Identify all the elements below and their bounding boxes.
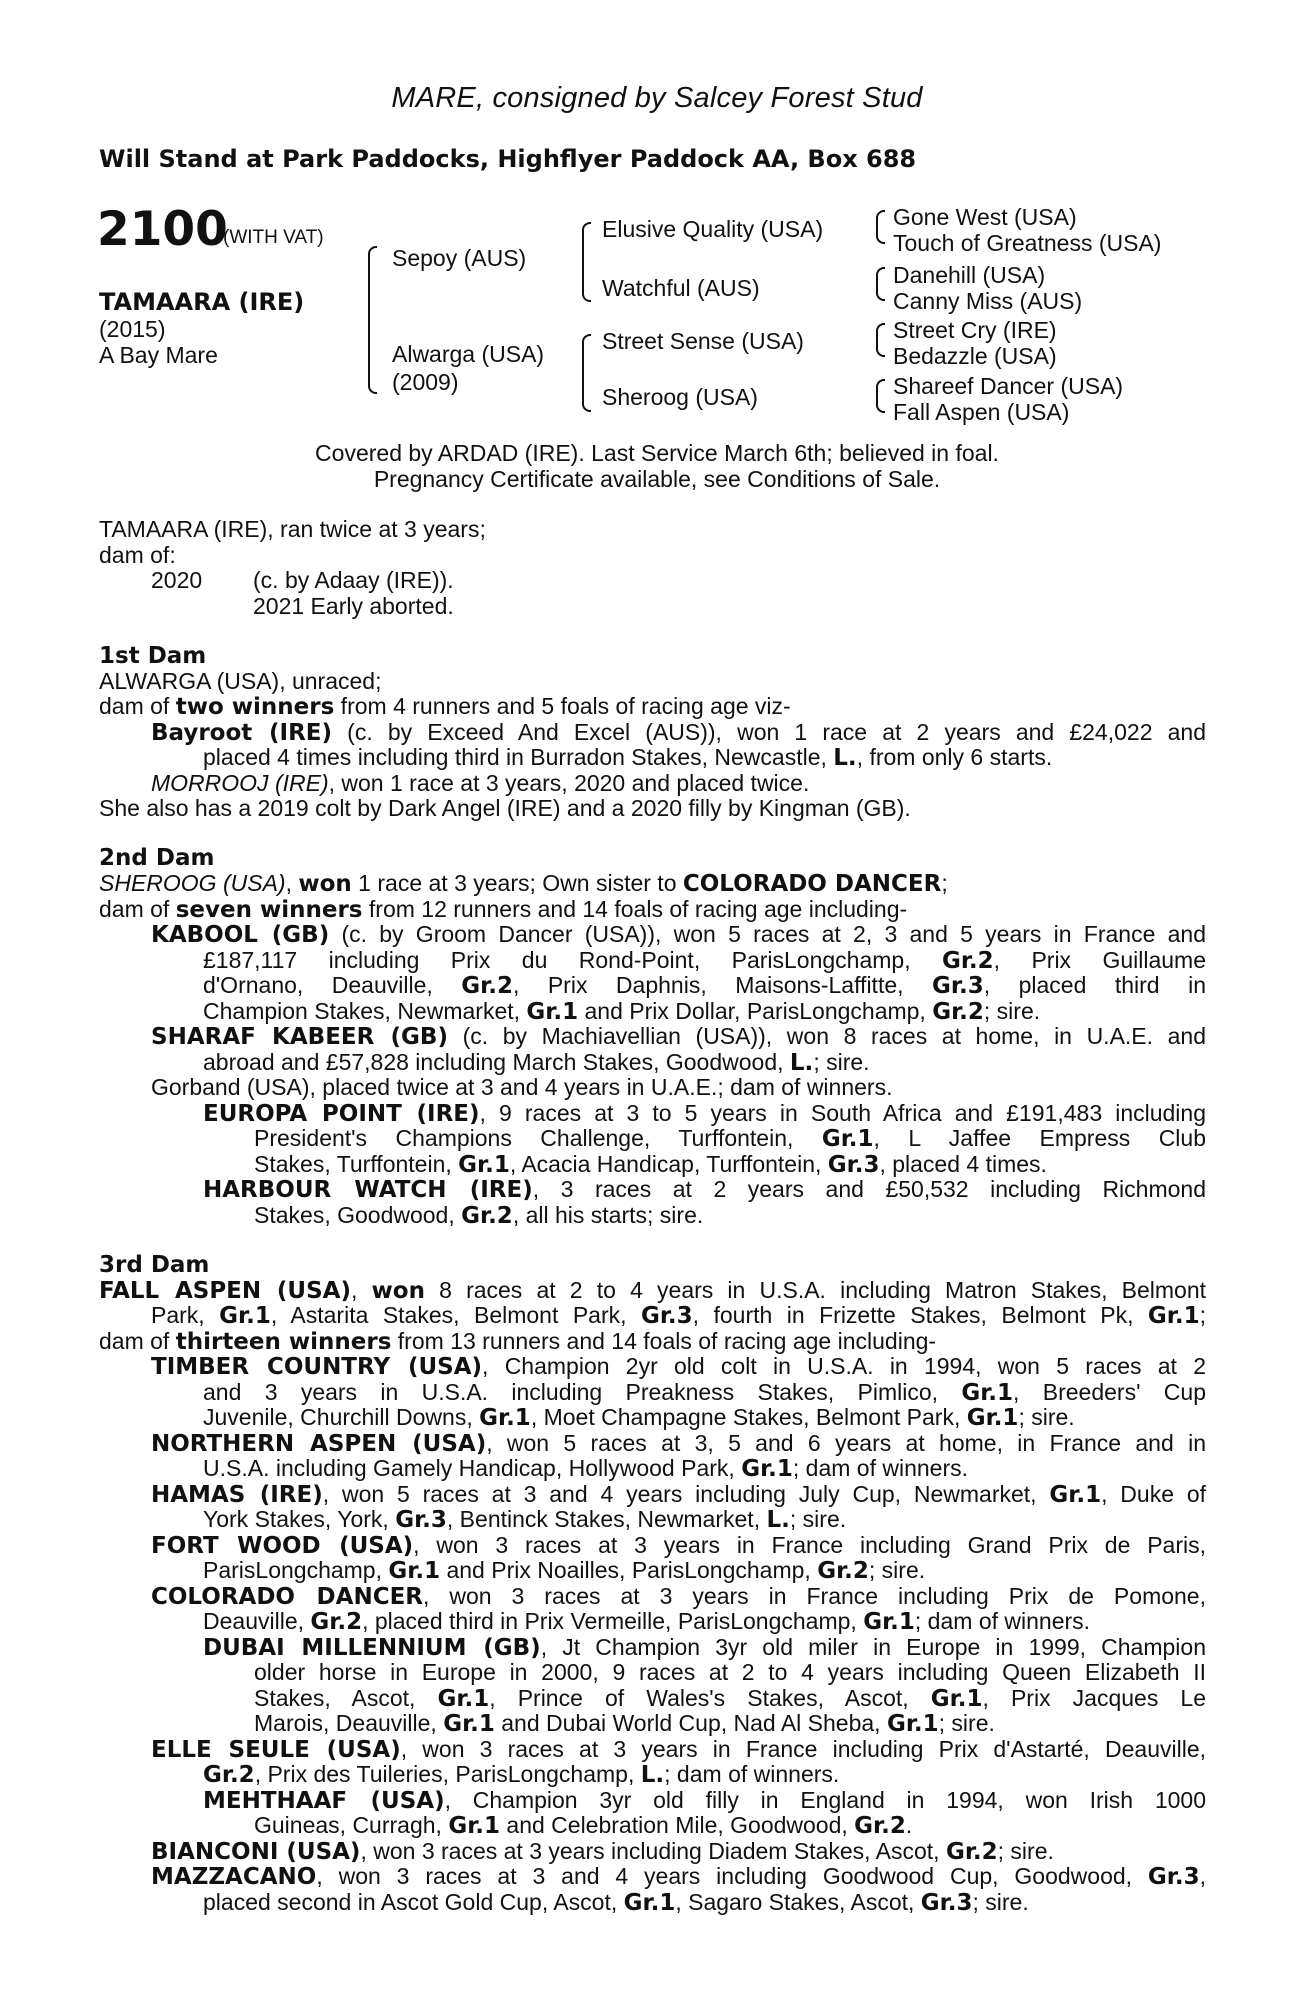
text: from 13 runners and 14 foals of racing age including- — [391, 1328, 937, 1354]
race-grade: Gr.1 — [458, 1152, 510, 1178]
fort-wood-line-1 — [151, 1533, 1206, 1560]
first-dam-also: She also has a 2019 colt by Dark Angel (IRE) and a 2020 filly by Kingman (GB). — [99, 795, 911, 821]
text: , placed third in Prix Vermeille, ParisLongchamp, — [362, 1608, 864, 1634]
hamas-line-1 — [151, 1482, 1206, 1509]
race-grade: Gr.3 — [1147, 1864, 1200, 1890]
text: , Astarita Stakes, Belmont Park, — [270, 1302, 641, 1328]
race-grade: Gr.1 — [961, 1380, 1014, 1406]
dubai-line-1 — [203, 1635, 1206, 1662]
race-grade: Gr.2 — [310, 1609, 363, 1635]
dubai-line-3 — [254, 1686, 1206, 1713]
kabool-line-2 — [203, 948, 1206, 975]
text: ParisLongchamp, — [203, 1557, 389, 1583]
text: and Prix Dollar, ParisLongchamp, — [578, 998, 933, 1024]
fall-aspen-line-3 — [99, 1329, 936, 1356]
text: (c. by Exceed And Excel (AUS)), won 1 race at 2 years and £24,022 and — [332, 719, 1206, 745]
text: dam of — [99, 896, 176, 922]
race-grade: Gr.2 — [461, 973, 513, 999]
text: won — [371, 1278, 425, 1304]
timber-line-3 — [203, 1405, 1075, 1432]
mehthaaf-line-2 — [254, 1813, 912, 1840]
pedigree-brace-g1 — [876, 210, 885, 244]
race-grade: Gr.2 — [203, 1762, 255, 1788]
pedigree-sire-sire: Elusive Quality (USA) — [602, 216, 824, 242]
produce-intro: TAMAARA (IRE), ran twice at 3 years; — [99, 516, 486, 542]
text: , placed 4 times. — [879, 1151, 1047, 1177]
text: , won 5 races at 3, 5 and 6 years at home, in France and in — [486, 1430, 1206, 1456]
bianconi-entry — [151, 1839, 1054, 1866]
text: , Prix des Tuileries, ParisLongchamp, — [254, 1761, 641, 1787]
sharaf-line-1 — [151, 1024, 1206, 1051]
race-grade: Gr.1 — [448, 1813, 501, 1839]
text: , Duke of — [1101, 1481, 1207, 1507]
bayroot-entry-line-1 — [151, 720, 1206, 747]
harbour-line-1 — [203, 1177, 1206, 1204]
pedigree-g4: Canny Miss (AUS) — [893, 288, 1083, 314]
race-grade: Gr.2 — [817, 1558, 869, 1584]
timber-line-2 — [203, 1380, 1206, 1407]
text: , L Jaffee Empress Club — [873, 1125, 1206, 1151]
hamas-line-2 — [203, 1507, 846, 1534]
pedigree-g6: Bedazzle (USA) — [893, 343, 1057, 369]
text: , 9 races at 3 to 5 years in South Africa and £191,483 including — [479, 1100, 1206, 1126]
pedigree-g5: Street Cry (IRE) — [893, 317, 1057, 343]
text: ; dam of winners. — [914, 1608, 1091, 1634]
colorado-line-1 — [151, 1584, 1206, 1611]
pedigree-brace-sire — [582, 222, 591, 302]
race-grade: Gr.1 — [886, 1711, 939, 1737]
race-grade: Gr.3 — [827, 1152, 880, 1178]
text: , Prince of Wales's Stakes, Ascot, — [489, 1685, 931, 1711]
produce-entry-2021: 2021 Early aborted. — [253, 593, 454, 619]
text: , from only 6 starts. — [856, 744, 1053, 770]
horse-year: (2015) — [99, 316, 166, 342]
kabool-line-1 — [151, 922, 1206, 949]
race-grade: Gr.1 — [526, 999, 579, 1025]
text: ; sire. — [972, 1889, 1029, 1915]
text: placed second in Ascot Gold Cup, Ascot, — [203, 1889, 624, 1915]
text: £187,117 including Prix du Rond-Point, ParisLongchamp, — [203, 947, 942, 973]
text: Guineas, Curragh, — [254, 1812, 449, 1838]
race-grade: Gr.2 — [945, 1839, 998, 1865]
mehthaaf-line-1 — [203, 1788, 1206, 1815]
horse-name-kabool: KABOOL (GB) — [151, 922, 330, 948]
text: , won 3 races at 3 years in France including Prix d'Astarté, Deauville, — [400, 1736, 1207, 1762]
fall-aspen-line-1 — [99, 1278, 1206, 1305]
vat-note: (WITH VAT) — [223, 227, 324, 248]
winners-count: two winners — [175, 694, 335, 720]
race-grade: Gr.1 — [479, 1405, 531, 1431]
fort-wood-line-2 — [203, 1558, 925, 1585]
pedigree-brace-g2 — [876, 267, 885, 301]
pedigree-g3: Danehill (USA) — [893, 262, 1046, 288]
text: ; sire. — [868, 1557, 926, 1583]
fall-aspen-line-2 — [151, 1303, 1206, 1330]
kabool-line-4 — [203, 999, 1040, 1026]
horse-name-harbour-watch: HARBOUR WATCH (IRE) — [203, 1177, 533, 1203]
horse-name-fort-wood: FORT WOOD (USA) — [151, 1533, 414, 1559]
pedigree-brace-g4 — [876, 379, 885, 413]
horse-name-mehthaaf: MEHTHAAF (USA) — [203, 1788, 445, 1814]
horse-name-dubai-millennium: DUBAI MILLENNIUM (GB) — [203, 1635, 541, 1661]
second-dam-line-1 — [99, 871, 948, 898]
dubai-line-2: older horse in Europe in 2000, 9 races at 2 to 4 years including Queen Elizabeth II — [254, 1659, 1206, 1685]
text: Park, — [151, 1302, 220, 1328]
horse-name-northern-aspen: NORTHERN ASPEN (USA) — [151, 1431, 487, 1457]
text: , Breeders' Cup — [1013, 1379, 1206, 1405]
text: from 12 runners and 14 foals of racing age including- — [362, 896, 908, 922]
horse-name-elle-seule: ELLE SEULE (USA) — [151, 1737, 401, 1763]
pedigree-g1: Gone West (USA) — [893, 204, 1077, 230]
horse-name-morrooj: MORROOJ (IRE) — [151, 770, 329, 796]
race-grade: Gr.3 — [395, 1507, 447, 1533]
pedigree-brace-g3 — [876, 323, 885, 357]
text: 1 race at 3 years; Own sister to — [351, 870, 683, 896]
race-grade: Gr.1 — [741, 1456, 793, 1482]
text: ; sire. — [997, 1838, 1054, 1864]
horse-name-colorado-dancer: COLORADO DANCER — [151, 1584, 424, 1610]
race-grade: Gr.2 — [854, 1813, 906, 1839]
stand-location: Will Stand at Park Paddocks, Highflyer Paddock AA, Box 688 — [99, 145, 917, 173]
horse-name-sheroog: SHEROOG (USA) — [99, 870, 286, 896]
text: from 4 runners and 5 foals of racing age viz- — [334, 693, 791, 719]
dubai-line-4 — [254, 1711, 995, 1738]
pedigree-dam: Alwarga (USA) — [392, 341, 545, 367]
text: and Celebration Mile, Goodwood, — [500, 1812, 855, 1838]
pedigree-brace-dam — [582, 334, 591, 412]
northern-line-2 — [203, 1456, 968, 1483]
elle-line-1 — [151, 1737, 1206, 1764]
first-dam-line-2 — [99, 694, 791, 721]
horse-name-mazzacano: MAZZACANO — [151, 1864, 317, 1890]
text: Stakes, Ascot, — [254, 1685, 438, 1711]
horse-name-bianconi: BIANCONI (USA) — [151, 1839, 361, 1865]
morrooj-entry — [151, 771, 809, 797]
text: U.S.A. including Gamely Handicap, Hollywood Park, — [203, 1455, 742, 1481]
text: , won 3 races at 3 years including Diadem Stakes, Ascot, — [360, 1838, 946, 1864]
race-grade: Gr.1 — [437, 1686, 490, 1712]
text: , Prix Guillaume — [993, 947, 1206, 973]
text: , fourth in Frizette Stakes, Belmont Pk, — [692, 1302, 1148, 1328]
text: ; sire. — [813, 1049, 870, 1075]
text: ; sire. — [983, 998, 1041, 1024]
race-grade: Gr.3 — [920, 1890, 973, 1916]
race-grade: Gr.1 — [863, 1609, 915, 1635]
text: , all his starts; sire. — [512, 1202, 704, 1228]
first-dam-heading: 1st Dam — [99, 643, 207, 669]
text: Stakes, Goodwood, — [254, 1202, 462, 1228]
text: York Stakes, York, — [203, 1506, 396, 1532]
pedigree-g2: Touch of Greatness (USA) — [893, 230, 1162, 256]
text: Stakes, Turffontein, — [254, 1151, 459, 1177]
pedigree-dam-sire: Street Sense (USA) — [602, 328, 804, 354]
text: dam of — [99, 1328, 176, 1354]
text: abroad and £57,828 including March Stakes, Goodwood, — [203, 1049, 790, 1075]
produce-entry-2020: (c. by Adaay (IRE)). — [253, 567, 454, 593]
northern-line-1 — [151, 1431, 1206, 1458]
elle-line-2 — [203, 1762, 839, 1789]
race-grade: L. — [640, 1762, 665, 1788]
text: , won 3 races at 3 years in France including Prix de Pomone, — [423, 1583, 1206, 1609]
race-grade: L. — [766, 1507, 790, 1533]
horse-name-sharaf-kabeer: SHARAF KABEER (GB) — [151, 1024, 448, 1050]
text: , Bentinck Stakes, Newmarket, — [446, 1506, 767, 1532]
race-grade: Gr.2 — [941, 948, 994, 974]
pedigree-g8: Fall Aspen (USA) — [893, 399, 1070, 425]
race-grade: Gr.3 — [640, 1303, 693, 1329]
race-grade: Gr.1 — [821, 1126, 874, 1152]
europa-line-3 — [254, 1152, 1047, 1179]
produce-year-2020: 2020 — [151, 567, 203, 593]
colorado-line-2 — [203, 1609, 1090, 1636]
text: , Champion 2yr old colt in U.S.A. in 1994, won 5 races at 2 — [482, 1353, 1206, 1379]
second-dam-line-2 — [99, 897, 907, 924]
text: President's Champions Challenge, Turffontein, — [254, 1125, 822, 1151]
text: , Moet Champagne Stakes, Belmont Park, — [530, 1404, 967, 1430]
text: ; sire. — [789, 1506, 847, 1532]
race-grade: L. — [833, 745, 857, 771]
race-grade: L. — [789, 1050, 814, 1076]
horse-name-europa-point: EUROPA POINT (IRE) — [203, 1101, 480, 1127]
text: Juvenile, Churchill Downs, — [203, 1404, 480, 1430]
kabool-line-3 — [203, 973, 1206, 1000]
third-dam-heading: 3rd Dam — [99, 1252, 210, 1278]
harbour-line-2 — [254, 1203, 703, 1230]
horse-name-hamas: HAMAS (IRE) — [151, 1482, 323, 1508]
text: placed 4 times including third in Burradon Stakes, Newcastle, — [203, 744, 834, 770]
text: and Dubai World Cup, Nad Al Sheba, — [494, 1710, 887, 1736]
text: Deauville, — [203, 1608, 311, 1634]
mazzacano-line-1 — [151, 1864, 1206, 1891]
text: , won 3 races at 3 years in France including Grand Prix de Paris, — [413, 1532, 1206, 1558]
text: (c. by Machiavellian (USA)), won 8 races at home, in U.A.E. and — [447, 1023, 1206, 1049]
pedigree-g7: Shareef Dancer (USA) — [893, 373, 1124, 399]
text: won — [298, 871, 352, 897]
text: ; dam of winners. — [792, 1455, 969, 1481]
second-dam-heading: 2nd Dam — [99, 845, 215, 871]
text: , Prix Daphnis, Maisons-Laffitte, — [512, 972, 933, 998]
text: , Sagaro Stakes, Ascot, — [675, 1889, 921, 1915]
race-grade: Gr.2 — [461, 1203, 513, 1229]
text: ; sire. — [1018, 1404, 1075, 1430]
text: ; — [1199, 1302, 1206, 1328]
text: ; dam of winners. — [664, 1761, 840, 1787]
text: , Champion 3yr old filly in England in 1994, won Irish 1000 — [444, 1787, 1206, 1813]
pedigree-brace-main — [368, 246, 377, 394]
horse-name-bayroot: Bayroot (IRE) — [151, 720, 333, 746]
race-grade: Gr.3 — [932, 973, 984, 999]
text: , Prix Jacques Le — [982, 1685, 1206, 1711]
text: , placed third in — [983, 972, 1206, 998]
produce-dam-of: dam of: — [99, 542, 176, 568]
pedigree-dam-dam: Sheroog (USA) — [602, 384, 758, 410]
text: dam of — [99, 693, 176, 719]
race-grade: Gr.1 — [1049, 1482, 1102, 1508]
cover-line-1: Covered by ARDAD (IRE). Last Service March 6th; believed in foal. — [315, 440, 999, 466]
text: , — [1199, 1863, 1206, 1889]
winners-count: seven winners — [175, 897, 363, 923]
text: and Prix Noailles, ParisLongchamp, — [440, 1557, 818, 1583]
race-grade: Gr.1 — [623, 1890, 676, 1916]
mazzacano-line-2 — [203, 1890, 1029, 1917]
europa-line-1 — [203, 1101, 1206, 1128]
horse-description: A Bay Mare — [99, 342, 218, 368]
text: (c. by Groom Dancer (USA)), won 5 races at 2, 3 and 5 years in France and — [329, 921, 1206, 947]
page-title: MARE, consigned by Salcey Forest Stud — [391, 82, 923, 114]
timber-line-1 — [151, 1354, 1206, 1381]
lot-number: 2100 — [97, 202, 228, 257]
race-grade: Gr.1 — [966, 1405, 1019, 1431]
text: , Jt Champion 3yr old miler in Europe in 1999, Champion — [540, 1634, 1206, 1660]
race-grade: Gr.2 — [932, 999, 984, 1025]
horse-name-fall-aspen: FALL ASPEN (USA) — [99, 1278, 351, 1304]
europa-line-2 — [254, 1126, 1206, 1153]
text: Champion Stakes, Newmarket, — [203, 998, 527, 1024]
text: , — [285, 870, 299, 896]
text: Marois, Deauville, — [254, 1710, 444, 1736]
race-grade: Gr.1 — [443, 1711, 495, 1737]
horse-name-timber-country: TIMBER COUNTRY (USA) — [151, 1354, 483, 1380]
pedigree-sire: Sepoy (AUS) — [392, 245, 527, 271]
text: , won 5 races at 3 and 4 years including July Cup, Newmarket, — [322, 1481, 1050, 1507]
text: , 3 races at 2 years and £50,532 including Richmond — [532, 1176, 1206, 1202]
cover-line-2: Pregnancy Certificate available, see Conditions of Sale. — [373, 466, 941, 492]
text: , won 1 race at 3 years, 2020 and placed twice. — [328, 770, 810, 796]
horse-name-colorado-dancer: COLORADO DANCER — [682, 871, 942, 897]
race-grade: Gr.1 — [219, 1303, 271, 1329]
text: , won 3 races at 3 and 4 years including Goodwood Cup, Goodwood, — [316, 1863, 1148, 1889]
pedigree-sire-dam: Watchful (AUS) — [602, 275, 760, 301]
first-dam-line-1: ALWARGA (USA), unraced; — [99, 668, 382, 694]
race-grade: Gr.1 — [930, 1686, 983, 1712]
text: , — [350, 1277, 372, 1303]
bayroot-entry-line-2 — [203, 745, 1052, 772]
sharaf-line-2 — [203, 1050, 870, 1077]
text: ; — [941, 870, 948, 896]
text: 8 races at 2 to 4 years in U.S.A. including Matron Stakes, Belmont — [424, 1277, 1207, 1303]
horse-name: TAMAARA (IRE) — [99, 288, 305, 316]
text: , Acacia Handicap, Turffontein, — [509, 1151, 828, 1177]
race-grade: Gr.1 — [388, 1558, 441, 1584]
winners-count: thirteen winners — [175, 1329, 392, 1355]
text: and 3 years in U.S.A. including Preakness Stakes, Pimlico, — [203, 1379, 962, 1405]
text: d'Ornano, Deauville, — [203, 972, 462, 998]
gorband-entry: Gorband (USA), placed twice at 3 and 4 years in U.A.E.; dam of winners. — [151, 1074, 893, 1100]
text: ; sire. — [938, 1710, 995, 1736]
text: . — [905, 1812, 913, 1838]
race-grade: Gr.1 — [1147, 1303, 1200, 1329]
pedigree-dam-year: (2009) — [392, 369, 459, 395]
